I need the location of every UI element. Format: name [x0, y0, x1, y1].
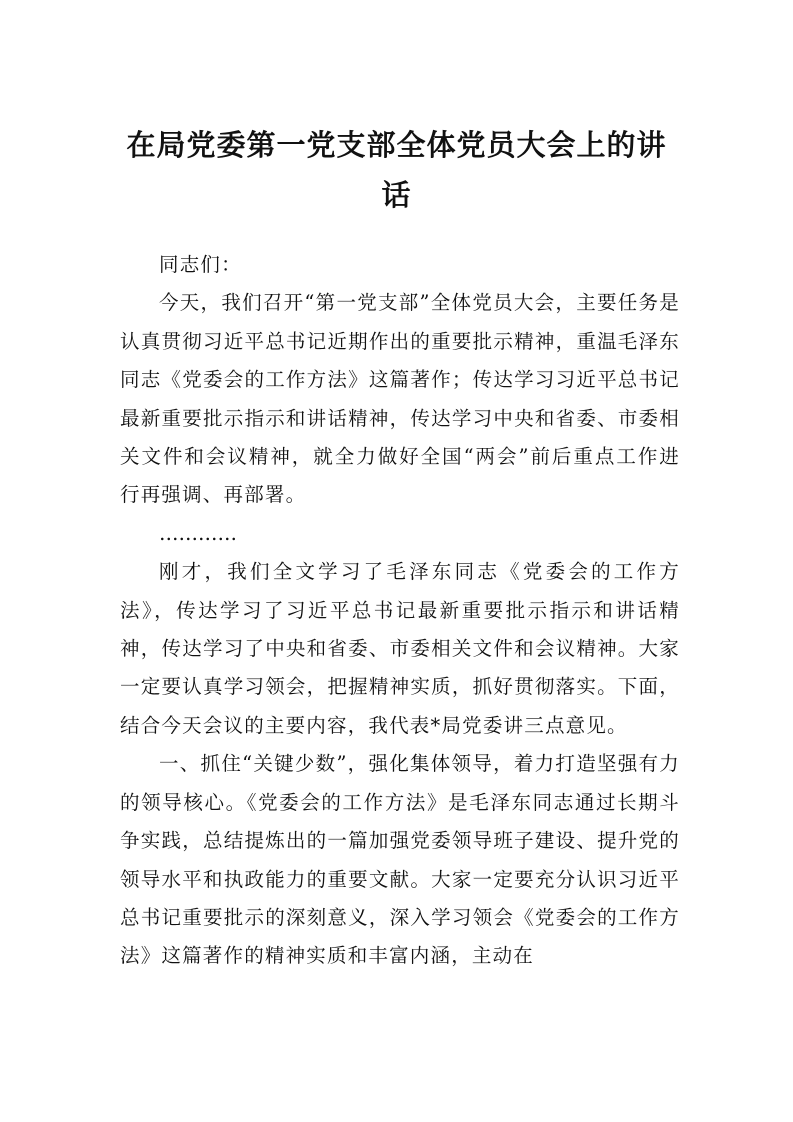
paragraph-summary: 刚才，我们全文学习了毛泽东同志《党委会的工作方法》，传达学习了习近平总书记最新重要批示指示和讲话精神，传达学习了中央和省委、市委相关文件和会议精神。大家一定要认真学习领会，把握精神实质，抓好贯彻落实。下面，结合今天会议的主要内容，我代表*局党委讲三点意见。 — [120, 560, 680, 737]
paragraph-opening: 今天，我们召开“第一党支部”全体党员大会，主要任务是认真贯彻习近平总书记近期作出的重要批示精神，重温毛泽东同志《党委会的工作方法》这篇著作；传达学习习近平总书记最新重要批示指示和讲话精神，传达学习中央和省委、市委相关文件和会议精神，就全力做好全国“两会”前后重点工作进行再强调、再部署。 — [120, 291, 680, 507]
document-body — [120, 246, 680, 976]
document-title-line-1: 在局党委第一党支部全体党员大会上的讲 — [126, 128, 667, 162]
paragraph-point-one: 一、抓住“关键少数”，强化集体领导，着力打造坚强有力的领导核心。《党委会的工作方法》是毛泽东同志通过长期斗争实践，总结提炼出的一篇加强党委领导班子建设、提升党的领导水平和执政能力的重要文献。大家一定要充分认识习近平总书记重要批示的深刻意义，深入学习领会《党委会的工作方法》这篇著作的精神实质和丰富内涵，主动在 — [120, 752, 680, 968]
salutation: 同志们： — [159, 253, 242, 276]
paragraph-ellipsis: ………… — [159, 521, 237, 545]
document-title-line-2: 话 — [381, 178, 412, 212]
